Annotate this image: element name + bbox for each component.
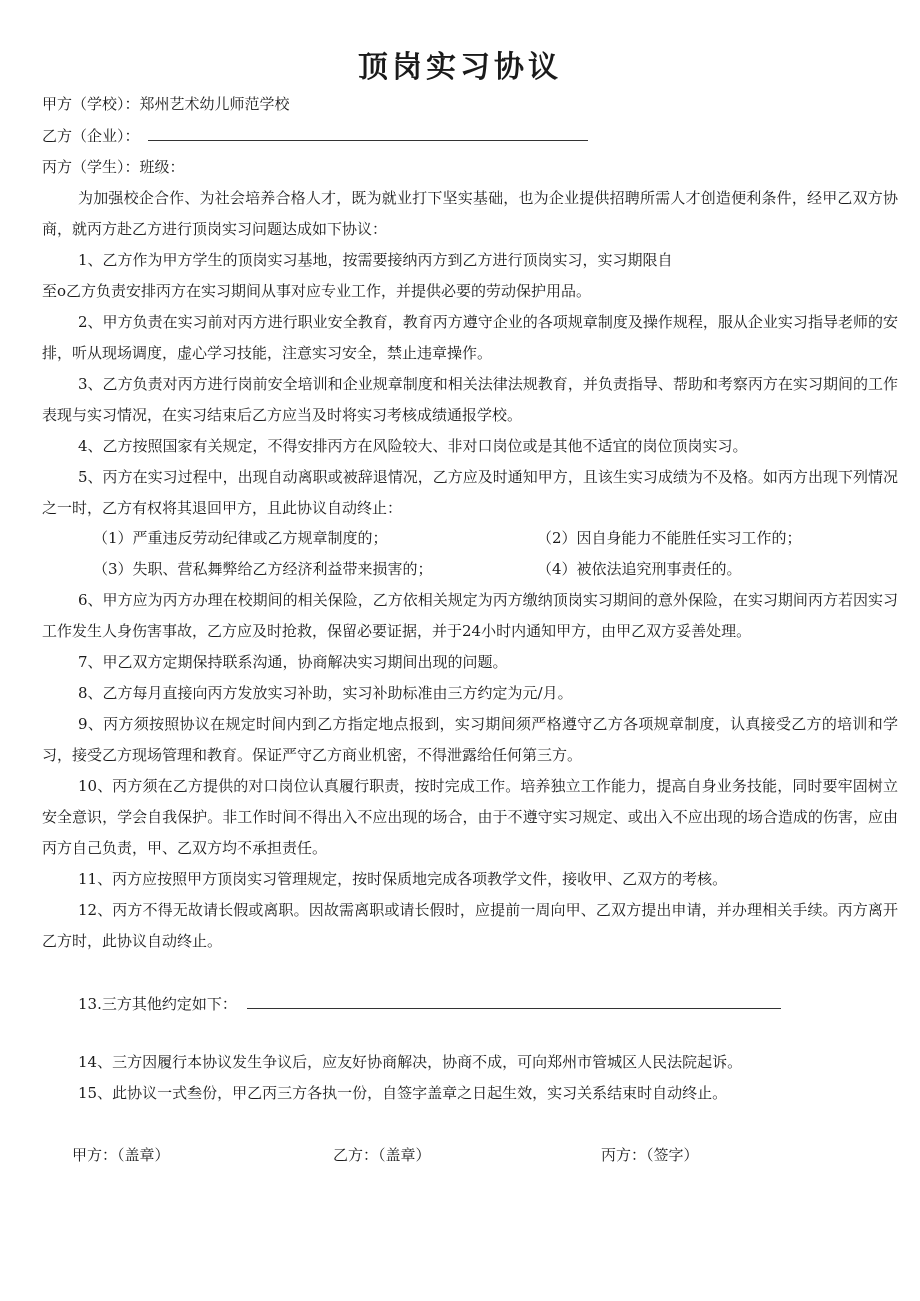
clause-13-line (78, 994, 781, 1014)
clause-10: 10、丙方须在乙方提供的对口岗位认真履行职责，按时完成工作。培养独立工作能力，提高自身业务技能，同时要牢固树立安全意识，学会自我保护。非工作时间不得出入不应出现的场合，由于不遵守实习规定、或出入不应出现的场合造成的伤害，应由丙方自己负责，甲、乙双方均不承担责任。 (42, 777, 898, 857)
clause-5-item-3: （3）失职、营私舞弊给乙方经济利益带来损害的； (93, 560, 433, 578)
clause-5-item-1: （1）严重违反劳动纪律或乙方规章制度的； (93, 529, 388, 547)
clause-5: 5、丙方在实习过程中，出现自动离职或被辞退情况，乙方应及时通知甲方，且该生实习成绩为不及格。如丙方出现下列情况之一时，乙方有权将其退回甲方，且此协议自动终止： (42, 468, 898, 517)
agreement-body (42, 183, 898, 524)
signature-party-a: 甲方：（盖章） (72, 1146, 170, 1164)
party-b-label: 乙方（企业）： (42, 127, 140, 145)
clause-13-blank[interactable] (247, 994, 781, 1009)
clause-13-label: 13.三方其他约定如下： (78, 995, 237, 1013)
party-b-blank[interactable] (148, 126, 588, 141)
clause-1a: 1、乙方作为甲方学生的顶岗实习基地，按需要接纳丙方到乙方进行顶岗实习，实习期限自 (78, 251, 673, 269)
clause-2: 2、甲方负责在实习前对丙方进行职业安全教育，教育丙方遵守企业的各项规章制度及操作规程，服从企业实习指导老师的安排，听从现场调度，虚心学习技能，注意实习安全，禁止违章操作。 (42, 313, 898, 362)
clause-5-item-2: （2）因自身能力不能胜任实习工作的； (537, 529, 802, 547)
clause-6: 6、甲方应为丙方办理在校期间的相关保险，乙方依相关规定为丙方缴纳顶岗实习期间的意外保险，在实习期间丙方若因实习工作发生人身伤害事故，乙方应及时抢救，保留必要证据，并于24小时内通知甲方，由甲乙双方妥善处理。 (42, 591, 898, 640)
clause-14: 14、三方因履行本协议发生争议后，应友好协商解决，协商不成，可向郑州市管城区人民法院起诉。 (78, 1053, 743, 1071)
clause-1b: 至o乙方负责安排丙方在实习期间从事对应专业工作，并提供必要的劳动保护用品。 (42, 282, 592, 300)
clause-8: 8、乙方每月直接向丙方发放实习补助，实习补助标准由三方约定为元/月。 (78, 684, 573, 702)
agreement-body-2 (42, 585, 898, 957)
clause-12: 12、丙方不得无故请长假或离职。因故需离职或请长假时，应提前一周向甲、乙双方提出申请，并办理相关手续。丙方离开乙方时，此协议自动终止。 (42, 901, 898, 950)
clause-5-item-4: （4）被依法追究刑事责任的。 (537, 560, 742, 578)
page-title: 顶岗实习协议 (358, 50, 562, 85)
clause-4: 4、乙方按照国家有关规定，不得安排丙方在风险较大、非对口岗位或是其他不适宜的岗位顶岗实习。 (78, 437, 748, 455)
clause-11: 11、丙方应按照甲方顶岗实习管理规定，按时保质地完成各项教学文件，接收甲、乙双方的考核。 (78, 870, 728, 888)
clause-7: 7、甲乙双方定期保持联系沟通，协商解决实习期间出现的问题。 (78, 653, 508, 671)
intro-paragraph: 为加强校企合作、为社会培养合格人才，既为就业打下坚实基础，也为企业提供招聘所需人才创造便利条件，经甲乙双方协商，就丙方赴乙方进行顶岗实习问题达成如下协议： (42, 189, 898, 238)
clause-3: 3、乙方负责对丙方进行岗前安全培训和企业规章制度和相关法律法规教育，并负责指导、帮助和考察丙方在实习期间的工作表现与实习情况，在实习结束后乙方应当及时将实习考核成绩通报学校。 (42, 375, 898, 424)
signature-party-b: 乙方：（盖章） (333, 1146, 431, 1164)
party-b-line (42, 126, 588, 146)
clause-9: 9、丙方须按照协议在规定时间内到乙方指定地点报到，实习期间须严格遵守乙方各项规章制度，认真接受乙方的培训和学习，接受乙方现场管理和教育。保证严守乙方商业机密，不得泄露给任何第三方。 (42, 715, 898, 764)
agreement-body-3 (42, 1047, 898, 1109)
party-a-line: 甲方（学校）：郑州艺术幼儿师范学校 (42, 95, 290, 113)
signature-party-c: 丙方：（签字） (601, 1146, 699, 1164)
clause-15: 15、此协议一式叁份，甲乙丙三方各执一份，自签字盖章之日起生效，实习关系结束时自动终止。 (78, 1084, 728, 1102)
party-c-line: 丙方（学生）：班级： (42, 158, 185, 176)
